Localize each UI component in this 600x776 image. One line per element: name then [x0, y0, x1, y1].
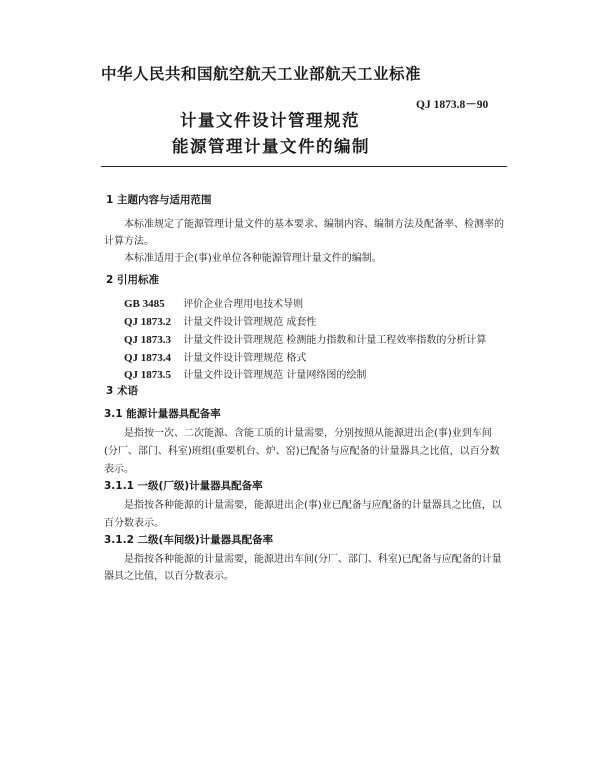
section-1-heading: 1 主题内容与适用范围 [106, 194, 212, 206]
section-3-1-1-line2: 百分数表示。 [104, 518, 164, 529]
reference-item [124, 313, 316, 328]
reference-part: 计量网络图的绘制 [286, 370, 367, 381]
reference-name: 评价企业合理用电技术导则 [183, 299, 304, 310]
issuing-organization: 中华人民共和国航空航天工业部航天工业标准 [101, 65, 422, 83]
reference-part: 检测能力指数和计量工程效率指数的分析计算 [286, 335, 487, 346]
section-3-1-1-line1: 是指按各种能源的计量需要，能源进出企(事)业已配备与应配备的计量器具之比值，以 [124, 500, 502, 511]
section-3-1-2-line1: 是指按各种能源的计量需要，能源进出车间(分厂、部门、科室)已配备与应配备的计量 [124, 554, 502, 565]
section-2-heading: 2 引用标准 [106, 274, 159, 286]
reference-code: QJ 1873.3 [124, 334, 172, 346]
section-3-1-2-heading: 3.1.2 二级(车间级)计量器具配备率 [104, 534, 274, 546]
header-divider [101, 166, 507, 167]
reference-code: QJ 1873.2 [124, 316, 172, 328]
reference-item [124, 331, 486, 346]
section-3-1-line1: 是指按一次、二次能源、含能工质的计量需要，分别按照从能源进出企(事)业到车间 [124, 428, 492, 439]
reference-name: 计量文件设计管理规范 [183, 335, 284, 346]
reference-name: 计量文件设计管理规范 [183, 353, 284, 364]
document-title-line2: 能源管理计量文件的编制 [172, 137, 370, 156]
reference-item [124, 295, 303, 310]
section-1-para2: 本标准适用于企(事)业单位各种能源管理计量文件的编制。 [124, 253, 382, 264]
reference-item [124, 349, 306, 364]
section-3-1-line3: 表示。 [104, 464, 134, 475]
reference-code: QJ 1873.4 [124, 352, 172, 364]
reference-code: QJ 1873.5 [124, 369, 172, 381]
section-3-1-1-heading: 3.1.1 一级(厂级)计量器具配备率 [104, 480, 263, 492]
reference-part: 格式 [286, 353, 307, 364]
section-1-para1-line2: 计算方法。 [104, 236, 154, 247]
reference-part: 成套性 [286, 317, 317, 328]
reference-code: GB 3485 [124, 298, 165, 310]
section-1-para1-line1: 本标准规定了能源管理计量文件的基本要求、编制内容、编制方法及配备率、检测率的 [124, 219, 504, 230]
section-3-1-line2: (分厂、部门、科室)班组(重要机台、炉、窑)已配备与应配备的计量器具之比值，以百分数 [104, 446, 500, 457]
standard-code: QJ 1873.8－90 [416, 99, 489, 111]
reference-name: 计量文件设计管理规范 [183, 370, 284, 381]
section-3-1-heading: 3.1 能源计量器具配备率 [104, 408, 221, 420]
reference-name: 计量文件设计管理规范 [183, 317, 284, 328]
reference-item [124, 366, 366, 381]
section-3-1-2-line2: 器具之比值，以百分数表示。 [104, 571, 234, 582]
document-title-line1: 计量文件设计管理规范 [180, 111, 360, 130]
section-3-heading: 3 术语 [106, 385, 138, 397]
